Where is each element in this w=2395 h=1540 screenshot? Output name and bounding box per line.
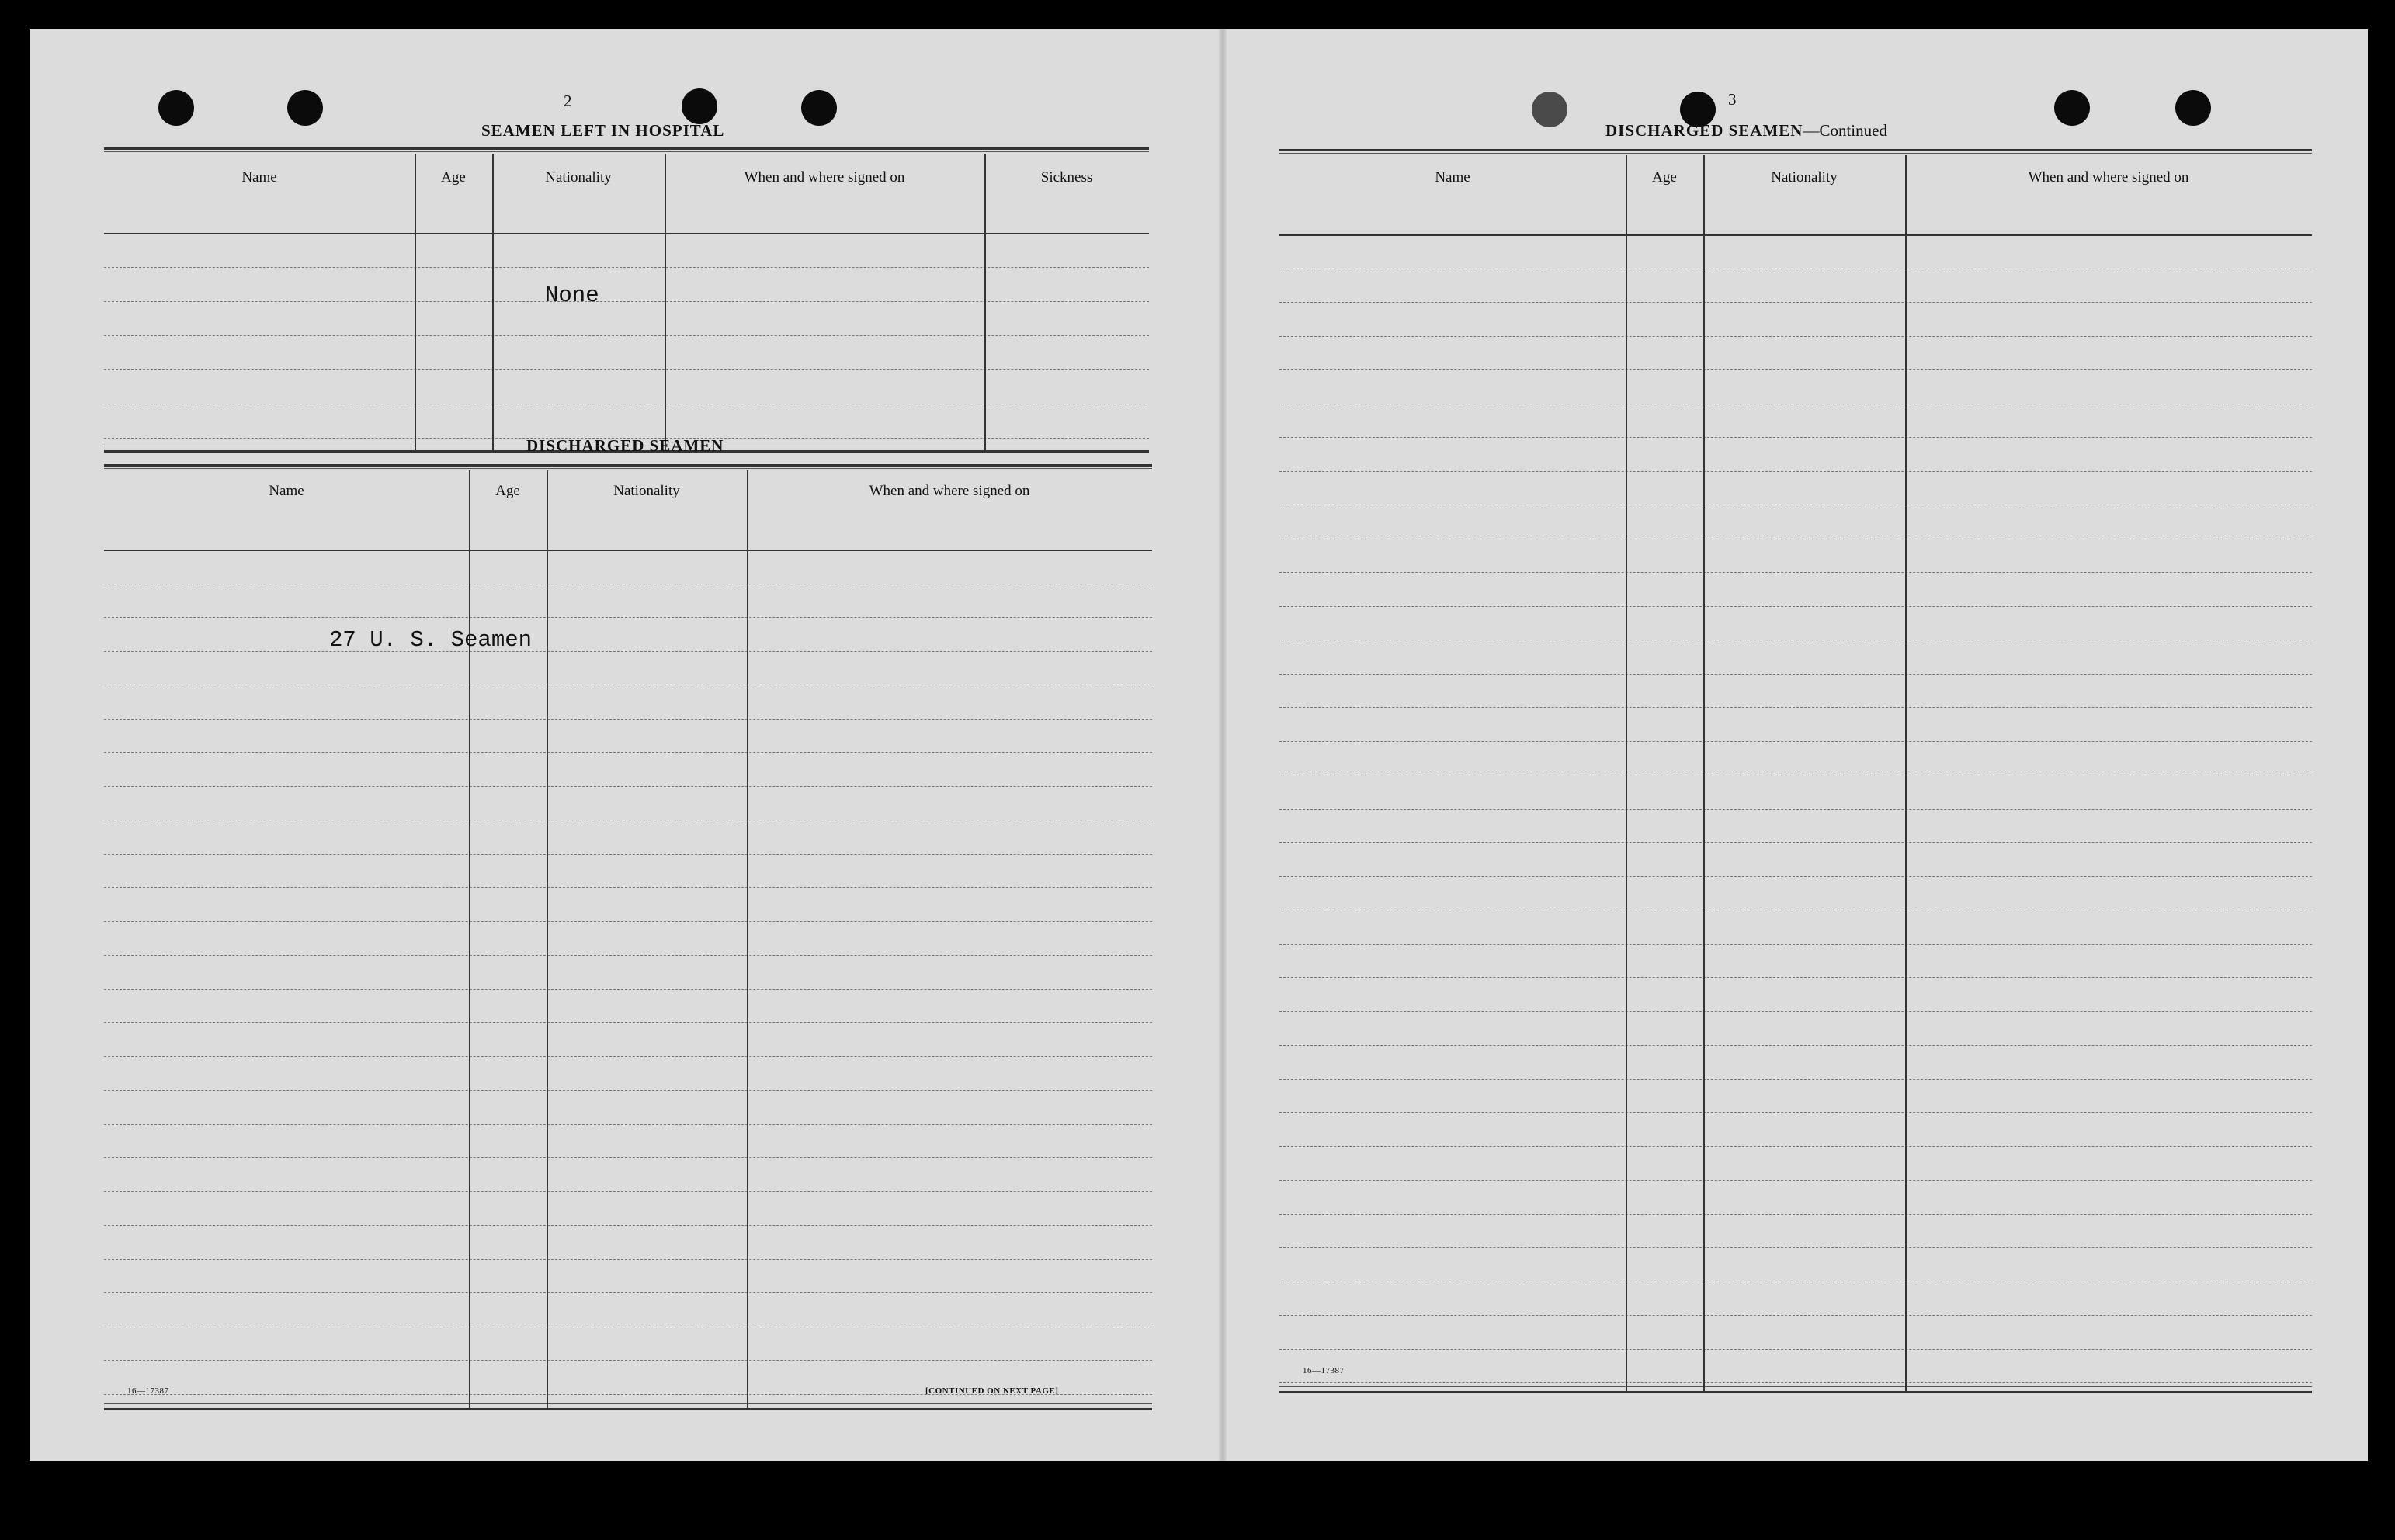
rule-line [104,1022,1152,1023]
column-header-nationality: Nationality [613,483,680,499]
rule-line [1279,437,2312,438]
column-header-age: Age [1652,169,1677,186]
rule-line [104,1292,1152,1293]
rule-line [1279,707,2312,708]
rule-line [1279,1180,2312,1181]
punch-hole [2175,90,2211,126]
rule-line [1279,1011,2312,1012]
rule-line [104,1056,1152,1057]
discharged-continued-table [1279,149,2312,1391]
column-header-nationality: Nationality [1771,169,1838,186]
column-divider [1905,155,1907,1391]
right-section-title-main: DISCHARGED SEAMEN [1605,121,1803,140]
rule-line [104,151,1149,152]
rule-line [1279,741,2312,742]
rule-line [104,651,1152,652]
rule-line [104,1259,1152,1260]
rule-line [104,1191,1152,1192]
rule-line [1279,336,2312,337]
rule-line [104,1403,1152,1404]
column-header-sickness: Sickness [1040,169,1093,186]
column-divider [492,154,494,450]
column-header-name: Name [269,483,304,499]
hospital-section-title: SEAMEN LEFT IN HOSPITAL [481,121,725,140]
rule-line [104,468,1152,469]
rule-line [1279,1349,2312,1350]
rule-line [1279,471,2312,472]
discharged-table [104,464,1152,1408]
rule-line [1279,1315,2312,1316]
rule-line [1279,153,2312,154]
punch-hole [2054,90,2090,126]
rule-line [104,1360,1152,1361]
rule-line [1279,1247,2312,1248]
page-number-right: 3 [1728,90,1737,109]
center-fold [1219,29,1227,1461]
rule-line [104,369,1149,370]
rule-line [1279,149,2312,151]
hospital-entry-none: None [545,283,599,308]
rule-line [104,1157,1152,1158]
column-header-name: Name [1435,169,1470,186]
rule-line [104,617,1152,618]
rule-line [104,989,1152,990]
rule-line [104,752,1152,753]
punch-hole [158,90,194,126]
rule-line [1279,369,2312,370]
rule-line [104,921,1152,922]
rule-line [1279,572,2312,573]
document-sheet [30,29,2368,1461]
rule-line [1279,1382,2312,1383]
rule-line [1279,1079,2312,1080]
rule-line [1279,876,2312,877]
column-header-when-where: When and where signed on [869,483,1030,499]
punch-hole [287,90,323,126]
column-divider [665,154,666,450]
column-divider [747,470,748,1408]
right-section-title [1605,121,1887,140]
column-divider [1626,155,1627,1391]
discharged-section-title: DISCHARGED SEAMEN [526,436,724,455]
rule-line [104,233,1149,234]
rule-line [1279,674,2312,675]
rule-line [104,1225,1152,1226]
rule-line [104,1408,1152,1410]
rule-line [1279,1214,2312,1215]
rule-line [104,955,1152,956]
punch-hole [801,90,837,126]
form-number-right: 16—17387 [1303,1366,1345,1375]
column-header-age: Age [495,483,520,499]
rule-line [1279,1391,2312,1393]
rule-line [104,854,1152,855]
form-number-left: 16—17387 [127,1386,169,1396]
column-divider [469,470,470,1408]
column-header-when-where: When and where signed on [2028,169,2189,186]
continued-note: [CONTINUED ON NEXT PAGE] [925,1386,1059,1396]
rule-line [1279,606,2312,607]
right-section-title-continued: —Continued [1803,121,1887,140]
rule-line [104,267,1149,268]
column-divider [415,154,416,450]
rule-line [1279,302,2312,303]
column-header-nationality: Nationality [545,169,612,186]
rule-line [104,719,1152,720]
column-header-age: Age [441,169,466,186]
column-divider [984,154,986,450]
punch-hole [1532,92,1567,127]
rule-line [1279,234,2312,236]
page-number-left: 2 [564,92,572,110]
punch-hole [682,88,717,124]
hospital-table [104,147,1149,450]
rule-line [1279,944,2312,945]
rule-line [104,147,1149,150]
rule-line [1279,1386,2312,1387]
discharged-entry: 27 U. S. Seamen [329,627,533,653]
rule-line [1279,842,2312,843]
rule-line [104,887,1152,888]
rule-line [1279,809,2312,810]
column-divider [1703,155,1705,1391]
rule-line [104,786,1152,787]
rule-line [104,301,1149,302]
column-divider [547,470,548,1408]
rule-line [104,464,1152,467]
rule-line [1279,1146,2312,1147]
rule-line [104,1090,1152,1091]
rule-line [1279,977,2312,978]
rule-line [104,550,1152,551]
rule-line [1279,1045,2312,1046]
rule-line [1279,1112,2312,1113]
column-header-when-where: When and where signed on [744,169,905,186]
rule-line [104,335,1149,336]
rule-line [104,1124,1152,1125]
column-header-name: Name [241,169,277,186]
